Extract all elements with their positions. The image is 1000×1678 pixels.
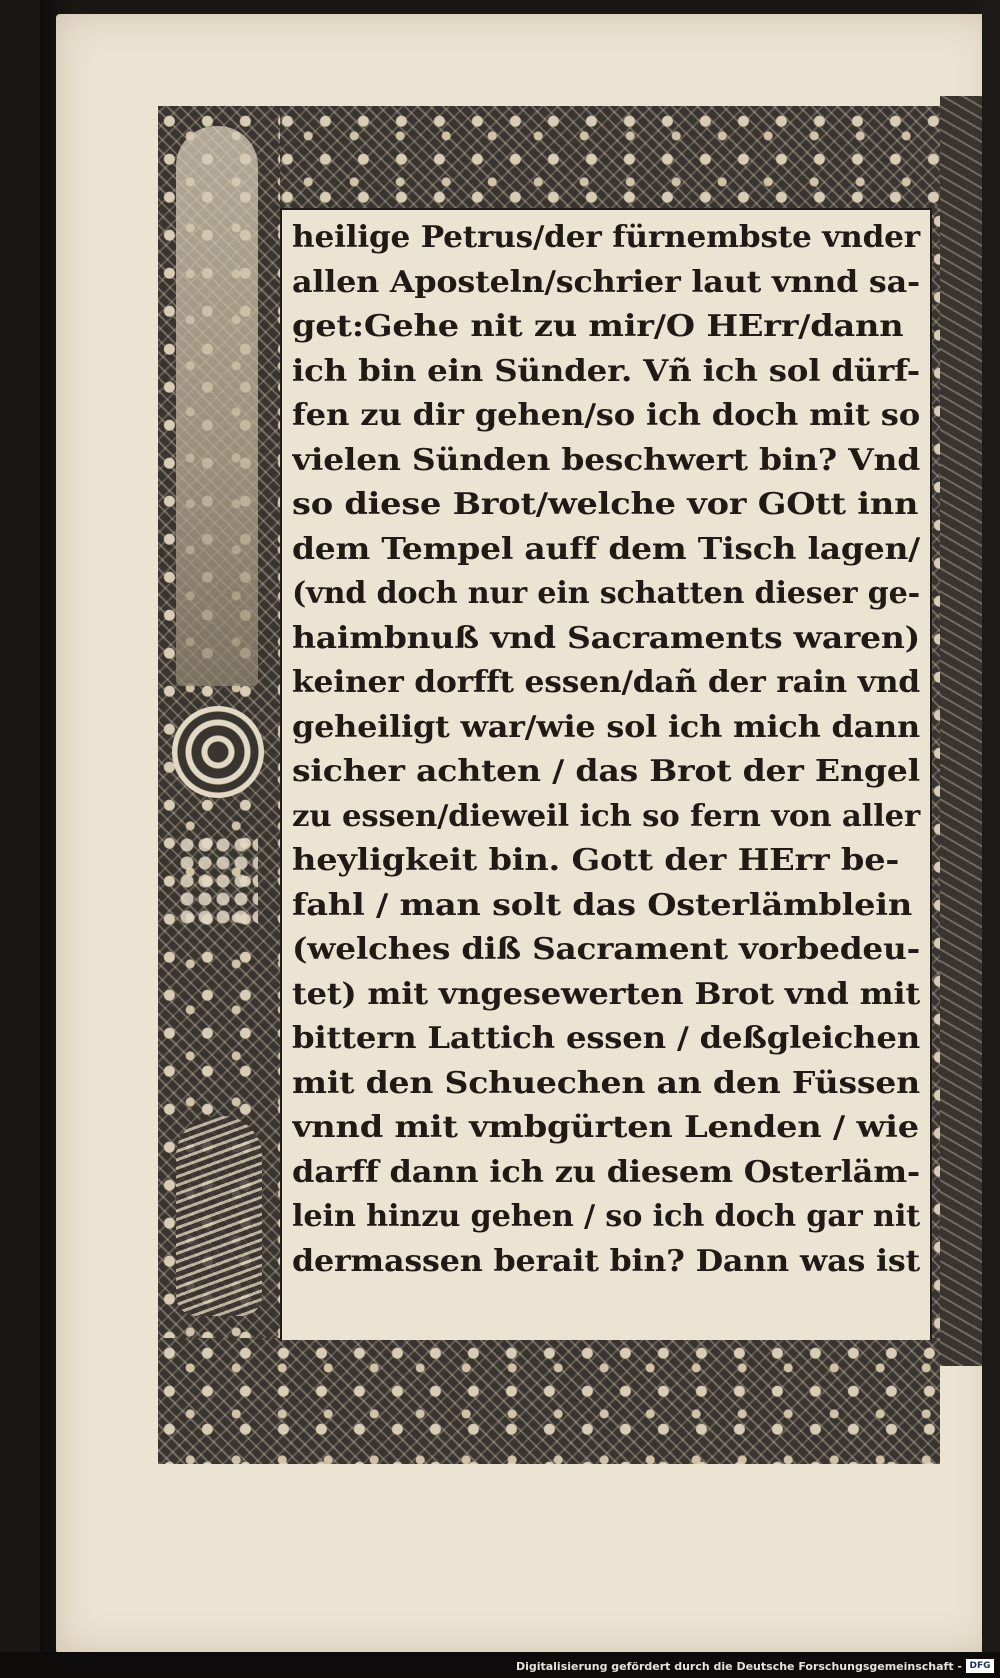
text-line: bittern Lattich essen / deßgleichen: [292, 1021, 920, 1056]
neighbor-page-border: [940, 96, 982, 1366]
text-line: keiner dorfft essen/dañ der rain vnd: [292, 665, 920, 700]
text-line: fen zu dir gehen/so ich doch mit so: [292, 398, 920, 433]
digitization-credit: Digitalisierung gefördert durch die Deutsche Forschungsgemeinschaft -: [515, 1660, 962, 1673]
neighbor-page-edge: [982, 0, 1000, 1678]
text-line: sicher achten / das Brot der Engel: [292, 754, 920, 789]
woodcut-border-frame: [158, 106, 940, 1464]
text-line: darff dann ich zu diesem Osterläm-: [292, 1154, 920, 1190]
text-block: [280, 208, 932, 1340]
text-line: heilige Petrus/der fürnembste vnder: [292, 220, 920, 255]
dfg-logo: DFG: [966, 1659, 994, 1673]
border-left-ornament: [158, 106, 280, 1346]
text-line: vielen Sünden beschwert bin? Vnd: [292, 442, 920, 478]
border-top-ornament: [276, 106, 940, 208]
standing-figure-ornament: [176, 126, 258, 686]
text-line: get:Gehe nit zu mir/O HErr/dann: [292, 309, 904, 344]
text-line: lein hinzu gehen / so ich doch gar nit: [292, 1199, 920, 1234]
text-line: dermassen berait bin? Dann was ist: [292, 1243, 920, 1279]
spiral-ornament: [172, 706, 264, 798]
text-line: tet) mit vngesewerten Brot vnd mit: [292, 976, 920, 1012]
text-line: geheiligt war/wie sol ich mich dann: [292, 709, 920, 745]
text-line: haimbnuß vnd Sacraments waren): [292, 620, 920, 656]
grapes-ornament: [178, 836, 258, 926]
text-line: vnnd mit vmbgürten Lenden / wie: [292, 1110, 919, 1145]
text-line: fahl / man solt das Osterlämblein: [292, 887, 913, 923]
text-line: so diese Brot/welche vor GOtt inn: [292, 487, 919, 522]
text-line: (vnd doch nur ein schatten dieser ge-: [292, 576, 920, 611]
text-line: mit den Schuechen an den Füssen: [292, 1065, 920, 1101]
border-bottom-ornament: [158, 1338, 940, 1464]
text-line: ich bin ein Sünder. Vñ ich sol dürf-: [292, 353, 920, 389]
text-lines: [292, 216, 924, 1284]
text-line: allen Aposteln/schrier laut vnnd sa-: [292, 264, 920, 300]
text-line: (welches diß Sacrament vorbedeu-: [292, 932, 920, 967]
text-line: dem Tempel auff dem Tisch lagen/: [292, 531, 920, 567]
text-line: heyligkeit bin. Gott der HErr be-: [292, 843, 900, 878]
bird-ornament: [176, 1116, 262, 1316]
text-line: zu essen/dieweil ich so fern von aller: [292, 798, 920, 834]
